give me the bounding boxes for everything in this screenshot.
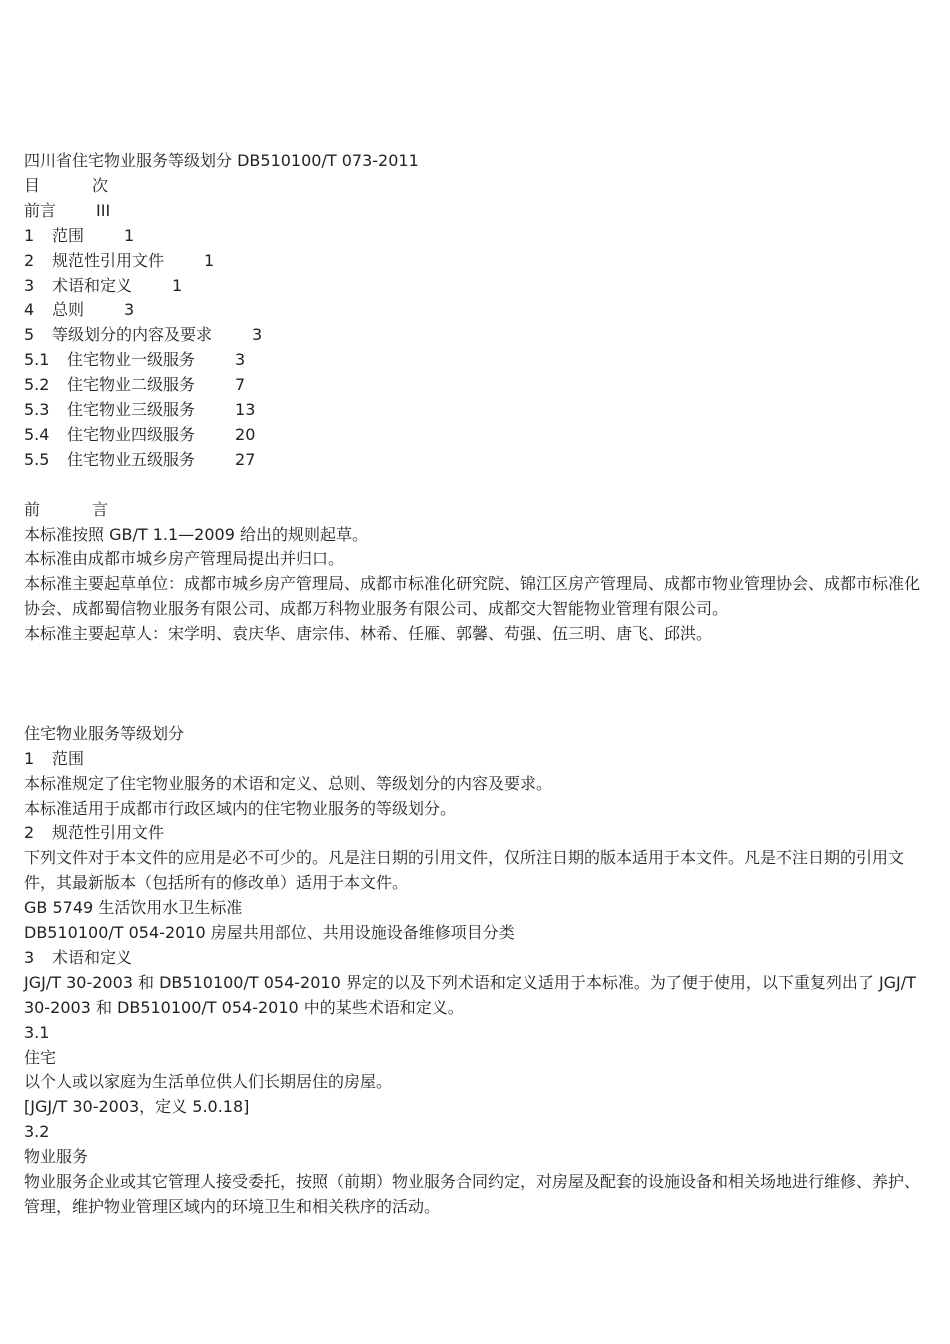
section-num: 3: [24, 947, 35, 967]
toc-item-label: 住宅物业五级服务: [67, 449, 196, 469]
toc-item-page: 3: [252, 325, 263, 345]
reference-item: GB 5749 生活饮用水卫生标准: [24, 898, 243, 918]
toc-item-num: 1: [24, 225, 35, 245]
toc-item-num: 5.2: [24, 375, 50, 395]
term-number: 3.2: [24, 1122, 50, 1142]
toc-item[interactable]: [24, 448, 930, 473]
toc-item-label: 规范性引用文件: [52, 250, 165, 270]
section-title: 术语和定义: [52, 947, 133, 967]
section-num: 1: [24, 748, 35, 768]
table-of-contents: [24, 199, 930, 473]
section-title: 范围: [52, 748, 85, 768]
section-heading: [24, 946, 930, 971]
toc-item-label: 住宅物业二级服务: [67, 375, 196, 395]
term-name: 住宅: [24, 1047, 57, 1067]
toc-item-num: 5.1: [24, 350, 50, 370]
toc-item-num: 3: [24, 275, 35, 295]
toc-item-page: 27: [235, 449, 256, 469]
section-title: 规范性引用文件: [52, 823, 165, 843]
section-paragraph: JGJ/T 30-2003 和 DB510100/T 054-2010 界定的以及下列术语和定义适用于本标准。为了便于使用，以下重复列出了 JGJ/T 30-2003 和 DB510100/T 054-2010 中的某些术语和定义。: [24, 972, 916, 1017]
toc-item[interactable]: [24, 224, 930, 249]
toc-item[interactable]: [24, 323, 930, 348]
toc-item-label: 住宅物业三级服务: [67, 400, 196, 420]
toc-item-label: 住宅物业一级服务: [67, 350, 196, 370]
toc-item-page: 3: [235, 350, 246, 370]
reference-item: DB510100/T 054-2010 房屋共用部位、共用设施设备维修项目分类: [24, 923, 515, 943]
section-paragraph: 本标准适用于成都市行政区域内的住宅物业服务的等级划分。: [24, 798, 457, 818]
body-title: 住宅物业服务等级划分: [24, 723, 185, 743]
toc-item-page: 13: [235, 400, 256, 420]
toc-heading-left: 目: [24, 175, 41, 195]
document-page: [24, 149, 930, 1220]
toc-item-label: 前言: [24, 200, 57, 220]
foreword-heading-right: 言: [92, 499, 109, 519]
toc-item-num: 2: [24, 250, 35, 270]
toc-item-page: 3: [124, 300, 135, 320]
section-heading: [24, 821, 930, 846]
toc-item-label: 等级划分的内容及要求: [52, 325, 213, 345]
toc-item-page: 1: [124, 225, 135, 245]
toc-item[interactable]: [24, 348, 930, 373]
term-source: [JGJ/T 30-2003，定义 5.0.18]: [24, 1097, 250, 1117]
toc-item[interactable]: [24, 423, 930, 448]
toc-item[interactable]: [24, 249, 930, 274]
toc-item-page: 1: [172, 275, 183, 295]
toc-item[interactable]: [24, 274, 930, 299]
foreword-paragraph: 本标准主要起草单位：成都市城乡房产管理局、成都市标准化研究院、锦江区房产管理局、成都市物业管理协会、成都市标准化协会、成都蜀信物业服务有限公司、成都万科物业服务有限公司、成都交大智能物业管理有限公司。: [24, 574, 921, 619]
toc-item-label: 住宅物业四级服务: [67, 424, 196, 444]
foreword-paragraph: 本标准由成都市城乡房产管理局提出并归口。: [24, 549, 345, 569]
section-paragraph: 本标准规定了住宅物业服务的术语和定义、总则、等级划分的内容及要求。: [24, 773, 553, 793]
toc-item[interactable]: [24, 298, 930, 323]
document-title: 四川省住宅物业服务等级划分 DB510100/T 073-2011: [24, 151, 419, 170]
toc-item-page: 20: [235, 424, 256, 444]
section-num: 2: [24, 823, 35, 843]
foreword-paragraph: 本标准主要起草人：宋学明、袁庆华、唐宗伟、林希、任雁、郭馨、苟强、伍三明、唐飞、邱洪。: [24, 624, 713, 644]
toc-item-page: 7: [235, 375, 246, 395]
toc-item-num: 5.5: [24, 449, 50, 469]
foreword-heading-left: 前: [24, 499, 41, 519]
toc-item-num: 4: [24, 300, 35, 320]
term-name: 物业服务: [24, 1147, 89, 1167]
toc-heading-right: 次: [92, 175, 109, 195]
toc-item[interactable]: [24, 199, 930, 224]
toc-item-page: 1: [204, 250, 215, 270]
toc-heading: [24, 174, 930, 199]
toc-item-num: 5.4: [24, 424, 50, 444]
toc-item-page: III: [96, 200, 111, 220]
toc-item-num: 5: [24, 325, 35, 345]
toc-item[interactable]: [24, 373, 930, 398]
foreword-heading: [24, 498, 930, 523]
section-heading: [24, 747, 930, 772]
term-number: 3.1: [24, 1022, 50, 1042]
term-definition: 物业服务企业或其它管理人接受委托，按照（前期）物业服务合同约定，对房屋及配套的设施设备和相关场地进行维修、养护、管理，维护物业管理区域内的环境卫生和相关秩序的活动。: [24, 1172, 921, 1217]
foreword-paragraph: 本标准按照 GB/T 1.1—2009 给出的规则起草。: [24, 524, 368, 544]
term-definition: 以个人或以家庭为生活单位供人们长期居住的房屋。: [24, 1072, 393, 1092]
toc-item-label: 范围: [52, 225, 85, 245]
toc-item-num: 5.3: [24, 400, 50, 420]
toc-item-label: 术语和定义: [52, 275, 133, 295]
section-paragraph: 下列文件对于本文件的应用是必不可少的。凡是注日期的引用文件，仅所注日期的版本适用于本文件。凡是不注日期的引用文件，其最新版本（包括所有的修改单）适用于本文件。: [24, 848, 905, 893]
toc-item[interactable]: [24, 398, 930, 423]
toc-item-label: 总则: [52, 300, 85, 320]
